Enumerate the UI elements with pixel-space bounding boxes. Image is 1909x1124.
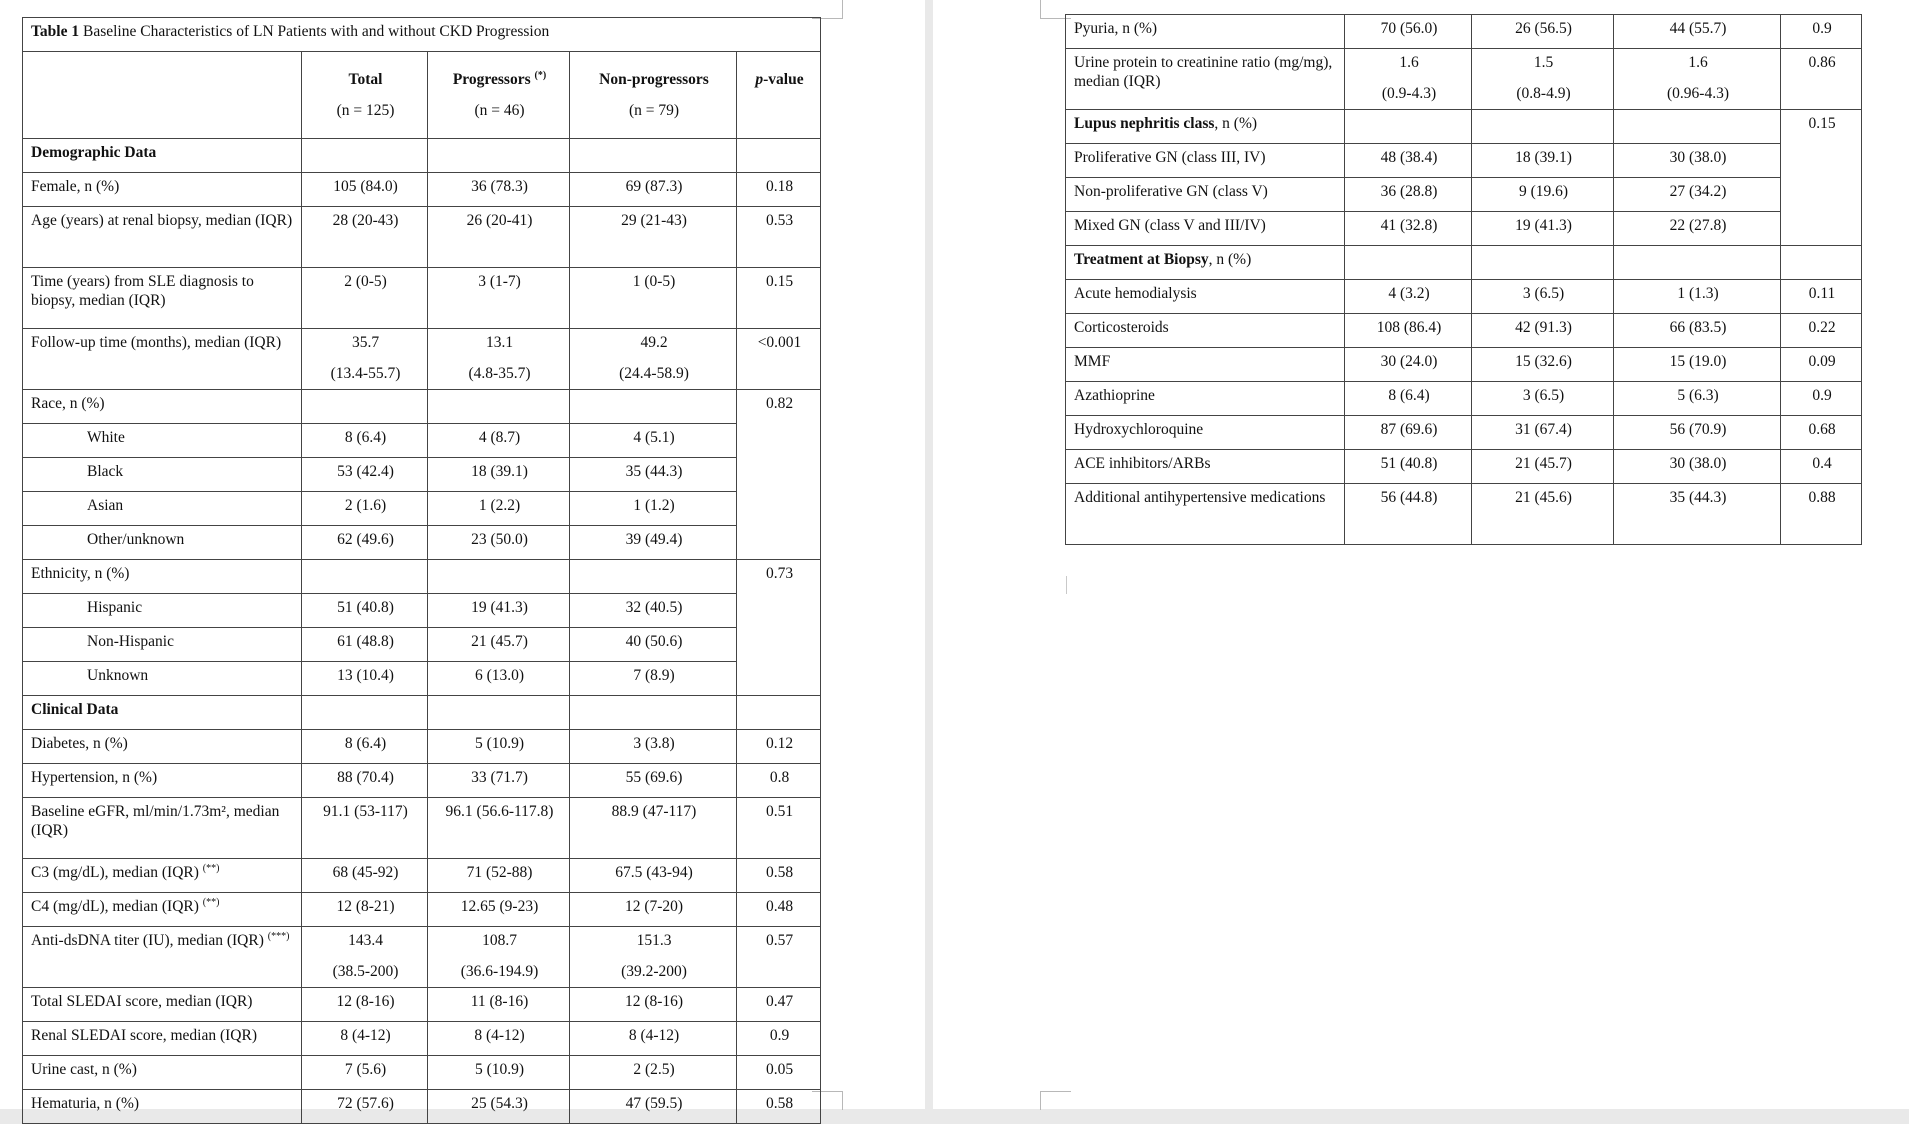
cell-p-value: 0.9 xyxy=(737,1022,821,1056)
cell-p-value: 0.73 xyxy=(737,560,821,696)
cell-total-range: (38.5-200) xyxy=(332,963,399,980)
table-row xyxy=(23,1056,821,1090)
cell-total: 36 (28.8) xyxy=(1345,178,1472,212)
cell-nonprog xyxy=(1614,246,1781,280)
cell-total: 12 (8-16) xyxy=(302,988,428,1022)
cell-total: 7 (5.6) xyxy=(302,1056,428,1090)
cell-total: 8 (6.4) xyxy=(302,730,428,764)
table-row xyxy=(1066,280,1862,314)
row-label: Pyuria, n (%) xyxy=(1066,15,1345,49)
row-label: Lupus nephritis class, n (%) xyxy=(1066,110,1345,144)
cell-prog: 11 (8-16) xyxy=(428,988,570,1022)
cell-nonprog: 1 (0-5) xyxy=(570,268,737,329)
row-label: Diabetes, n (%) xyxy=(23,730,302,764)
cell-prog: 4 (8.7) xyxy=(428,424,570,458)
row-label: Hispanic xyxy=(23,594,302,628)
cell-nonprog: 8 (4-12) xyxy=(570,1022,737,1056)
table-row xyxy=(23,458,821,492)
cell-total: 70 (56.0) xyxy=(1345,15,1472,49)
cell-p-value: 0.8 xyxy=(737,764,821,798)
table-row xyxy=(23,560,821,594)
row-label: White xyxy=(23,424,302,458)
cell-total: 4 (3.2) xyxy=(1345,280,1472,314)
row-label: Non-Hispanic xyxy=(23,628,302,662)
cell-prog: 36 (78.3) xyxy=(428,173,570,207)
cell-nonprog: 35 (44.3) xyxy=(1614,484,1781,545)
cell-prog: 5 (10.9) xyxy=(428,730,570,764)
cell-prog: 31 (67.4) xyxy=(1472,416,1614,450)
cell-p-value: 0.51 xyxy=(737,798,821,859)
cell-nonprog xyxy=(570,139,737,173)
table-row xyxy=(23,492,821,526)
cell-nonprog: 15 (19.0) xyxy=(1614,348,1781,382)
cell-prog: 25 (54.3) xyxy=(428,1090,570,1124)
table-row xyxy=(23,730,821,764)
table-row xyxy=(23,526,821,560)
cell-p-value: 0.09 xyxy=(1781,348,1862,382)
row-label: Renal SLEDAI score, median (IQR) xyxy=(23,1022,302,1056)
cell-prog xyxy=(428,390,570,424)
cell-p-value: 0.86 xyxy=(1781,49,1862,110)
cell-p-value: 0.15 xyxy=(1781,110,1862,246)
table-row xyxy=(1066,49,1862,110)
row-label: ACE inhibitors/ARBs xyxy=(1066,450,1345,484)
cell-total: 51 (40.8) xyxy=(302,594,428,628)
row-label: Anti-dsDNA titer (IU), median (IQR) (***) xyxy=(23,927,302,988)
row-label: Black xyxy=(23,458,302,492)
cell-p-value: 0.15 xyxy=(737,268,821,329)
cell-nonprog: 66 (83.5) xyxy=(1614,314,1781,348)
cell-prog xyxy=(428,927,570,988)
row-label: Total SLEDAI score, median (IQR) xyxy=(23,988,302,1022)
cell-total: 62 (49.6) xyxy=(302,526,428,560)
row-label: Female, n (%) xyxy=(23,173,302,207)
cell-p-value: 0.4 xyxy=(1781,450,1862,484)
cell-p-value: 0.05 xyxy=(737,1056,821,1090)
row-label: Acute hemodialysis xyxy=(1066,280,1345,314)
row-label: Race, n (%) xyxy=(23,390,302,424)
cell-prog: 96.1 (56.6-117.8) xyxy=(428,798,570,859)
cell-nonprog: 7 (8.9) xyxy=(570,662,737,696)
table-row xyxy=(23,1022,821,1056)
cell-total: 91.1 (53-117) xyxy=(302,798,428,859)
cell-nonprog-range: (39.2-200) xyxy=(621,963,687,980)
cell-p-value: 0.82 xyxy=(737,390,821,560)
header-p-value: p-value xyxy=(737,52,821,139)
cell-p-value: 0.9 xyxy=(1781,15,1862,49)
cell-prog-range: (4.8-35.7) xyxy=(468,365,531,382)
cell-prog: 3 (6.5) xyxy=(1472,382,1614,416)
row-label: Follow-up time (months), median (IQR) xyxy=(23,329,302,390)
cell-p-value: 0.58 xyxy=(737,1090,821,1124)
table-caption-label: Table 1 xyxy=(31,23,80,40)
cell-total: 53 (42.4) xyxy=(302,458,428,492)
cell-p-value: 0.53 xyxy=(737,207,821,268)
table-row xyxy=(1066,382,1862,416)
cell-p-value: 0.68 xyxy=(1781,416,1862,450)
table-row xyxy=(23,268,821,329)
cell-prog: 26 (56.5) xyxy=(1472,15,1614,49)
cell-prog: 3 (6.5) xyxy=(1472,280,1614,314)
page-corner-mark xyxy=(1040,1091,1071,1110)
table-row xyxy=(23,207,821,268)
row-label: Other/unknown xyxy=(23,526,302,560)
table-row xyxy=(23,139,821,173)
cell-nonprog-value: 151.3 xyxy=(636,932,672,949)
cell-total: 51 (40.8) xyxy=(1345,450,1472,484)
cell-p-value: 0.9 xyxy=(1781,382,1862,416)
cell-total: 2 (1.6) xyxy=(302,492,428,526)
table-row xyxy=(1066,15,1862,49)
cell-total: 72 (57.6) xyxy=(302,1090,428,1124)
row-label: Age (years) at renal biopsy, median (IQR) xyxy=(23,207,302,268)
row-label: Urine cast, n (%) xyxy=(23,1056,302,1090)
cell-p-value: 0.58 xyxy=(737,859,821,893)
cell-nonprog xyxy=(1614,110,1781,144)
cell-total: 87 (69.6) xyxy=(1345,416,1472,450)
cell-p-value: 0.57 xyxy=(737,927,821,988)
document-page-left xyxy=(0,0,925,1112)
table-row xyxy=(23,390,821,424)
cell-prog: 23 (50.0) xyxy=(428,526,570,560)
cell-prog: 5 (10.9) xyxy=(428,1056,570,1090)
cell-total xyxy=(1345,49,1472,110)
table-row xyxy=(23,798,821,859)
table-row xyxy=(23,927,821,988)
table-row xyxy=(1066,144,1862,178)
cell-total: 56 (44.8) xyxy=(1345,484,1472,545)
row-label: Baseline eGFR, ml/min/1.73m², median (IQR) xyxy=(23,798,302,859)
cell-nonprog: 2 (2.5) xyxy=(570,1056,737,1090)
cell-nonprog: 1 (1.2) xyxy=(570,492,737,526)
cell-p-value: 0.12 xyxy=(737,730,821,764)
cell-prog: 21 (45.7) xyxy=(1472,450,1614,484)
table-row xyxy=(1066,246,1862,280)
table-row xyxy=(1066,212,1862,246)
row-label: C3 (mg/dL), median (IQR) (**) xyxy=(23,859,302,893)
cell-prog-value: 108.7 xyxy=(482,932,517,949)
cell-total xyxy=(302,560,428,594)
cell-nonprog: 32 (40.5) xyxy=(570,594,737,628)
cell-total: 61 (48.8) xyxy=(302,628,428,662)
cell-total xyxy=(302,927,428,988)
cell-nonprog: 56 (70.9) xyxy=(1614,416,1781,450)
cell-total-value: 1.6 xyxy=(1399,54,1419,71)
cell-nonprog-range: (24.4-58.9) xyxy=(619,365,689,382)
cell-total-range: (13.4-55.7) xyxy=(330,365,401,382)
text-cursor xyxy=(1066,576,1067,594)
cell-nonprog: 1 (1.3) xyxy=(1614,280,1781,314)
table-row xyxy=(23,424,821,458)
row-label: Hypertension, n (%) xyxy=(23,764,302,798)
cell-prog: 8 (4-12) xyxy=(428,1022,570,1056)
cell-nonprog: 39 (49.4) xyxy=(570,526,737,560)
cell-prog xyxy=(1472,246,1614,280)
table-row xyxy=(23,173,821,207)
cell-total xyxy=(1345,246,1472,280)
table-row xyxy=(1066,348,1862,382)
cell-prog: 21 (45.6) xyxy=(1472,484,1614,545)
cell-prog: 19 (41.3) xyxy=(428,594,570,628)
cell-nonprog: 88.9 (47-117) xyxy=(570,798,737,859)
row-label: Urine protein to creatinine ratio (mg/mg), median (IQR) xyxy=(1066,49,1345,110)
cell-prog: 15 (32.6) xyxy=(1472,348,1614,382)
table-row xyxy=(23,329,821,390)
cell-prog-value: 13.1 xyxy=(485,334,514,351)
cell-total-value: 143.4 xyxy=(348,932,383,949)
cell-total: 41 (32.8) xyxy=(1345,212,1472,246)
cell-prog: 42 (91.3) xyxy=(1472,314,1614,348)
cell-total xyxy=(302,329,428,390)
baseline-characteristics-table-continued xyxy=(1065,14,1862,545)
row-label: Clinical Data xyxy=(23,696,302,730)
cell-nonprog-value: 1.6 xyxy=(1688,54,1708,71)
row-label: Hematuria, n (%) xyxy=(23,1090,302,1124)
cell-nonprog-value: 49.2 xyxy=(640,334,668,351)
cell-total xyxy=(302,139,428,173)
table-row xyxy=(1066,178,1862,212)
cell-p-value: 0.18 xyxy=(737,173,821,207)
row-label: Ethnicity, n (%) xyxy=(23,560,302,594)
cell-prog: 19 (41.3) xyxy=(1472,212,1614,246)
cell-nonprog: 29 (21-43) xyxy=(570,207,737,268)
cell-nonprog-range: (0.96-4.3) xyxy=(1667,85,1729,102)
cell-nonprog: 44 (55.7) xyxy=(1614,15,1781,49)
row-label: Treatment at Biopsy, n (%) xyxy=(1066,246,1345,280)
cell-prog xyxy=(428,696,570,730)
table-row xyxy=(1066,314,1862,348)
cell-nonprog: 55 (69.6) xyxy=(570,764,737,798)
cell-prog: 1 (2.2) xyxy=(428,492,570,526)
cell-total: 105 (84.0) xyxy=(302,173,428,207)
cell-p-value: 0.48 xyxy=(737,893,821,927)
cell-nonprog: 22 (27.8) xyxy=(1614,212,1781,246)
table-row xyxy=(23,893,821,927)
cell-nonprog: 30 (38.0) xyxy=(1614,450,1781,484)
cell-prog xyxy=(1472,110,1614,144)
cell-total: 108 (86.4) xyxy=(1345,314,1472,348)
table-row xyxy=(23,662,821,696)
cell-p-value: <0.001 xyxy=(737,329,821,390)
row-label: Hydroxychloroquine xyxy=(1066,416,1345,450)
cell-total: 30 (24.0) xyxy=(1345,348,1472,382)
cell-total: 48 (38.4) xyxy=(1345,144,1472,178)
header-non-progressors: Non-progressors (n = 79) xyxy=(570,52,737,139)
cell-nonprog xyxy=(570,560,737,594)
cell-nonprog: 47 (59.5) xyxy=(570,1090,737,1124)
cell-nonprog: 12 (8-16) xyxy=(570,988,737,1022)
row-label: Time (years) from SLE diagnosis to biopsy, median (IQR) xyxy=(23,268,302,329)
cell-p-value: 0.47 xyxy=(737,988,821,1022)
row-label: Mixed GN (class V and III/IV) xyxy=(1066,212,1345,246)
table-row xyxy=(23,764,821,798)
table-row xyxy=(1066,416,1862,450)
document-page-right xyxy=(933,0,1909,1109)
cell-nonprog: 5 (6.3) xyxy=(1614,382,1781,416)
row-label: MMF xyxy=(1066,348,1345,382)
cell-nonprog: 69 (87.3) xyxy=(570,173,737,207)
cell-total: 2 (0-5) xyxy=(302,268,428,329)
table-row xyxy=(23,696,821,730)
cell-prog xyxy=(428,329,570,390)
cell-prog: 21 (45.7) xyxy=(428,628,570,662)
cell-nonprog xyxy=(570,390,737,424)
row-label: Additional antihypertensive medications xyxy=(1066,484,1345,545)
row-label: Demographic Data xyxy=(23,139,302,173)
row-label: Asian xyxy=(23,492,302,526)
cell-prog-range: (0.8-4.9) xyxy=(1516,85,1571,102)
table-row xyxy=(1066,484,1862,545)
row-label: Unknown xyxy=(23,662,302,696)
cell-prog: 12.65 (9-23) xyxy=(428,893,570,927)
cell-nonprog: 40 (50.6) xyxy=(570,628,737,662)
row-label: Azathioprine xyxy=(1066,382,1345,416)
cell-prog xyxy=(1472,49,1614,110)
cell-prog xyxy=(428,560,570,594)
cell-prog: 6 (13.0) xyxy=(428,662,570,696)
cell-total: 8 (6.4) xyxy=(302,424,428,458)
cell-nonprog: 67.5 (43-94) xyxy=(570,859,737,893)
cell-p-value xyxy=(737,696,821,730)
table-row xyxy=(23,859,821,893)
cell-total: 8 (6.4) xyxy=(1345,382,1472,416)
table-caption-text: Baseline Characteristics of LN Patients with and without CKD Progression xyxy=(82,23,550,40)
cell-nonprog xyxy=(570,329,737,390)
cell-p-value xyxy=(737,139,821,173)
cell-nonprog: 35 (44.3) xyxy=(570,458,737,492)
table-row xyxy=(23,988,821,1022)
cell-total-range: (0.9-4.3) xyxy=(1381,85,1437,102)
cell-p-value: 0.22 xyxy=(1781,314,1862,348)
table-caption xyxy=(23,18,821,52)
cell-p-value xyxy=(1781,246,1862,280)
row-label: Proliferative GN (class III, IV) xyxy=(1066,144,1345,178)
cell-p-value: 0.88 xyxy=(1781,484,1862,545)
cell-nonprog: 27 (34.2) xyxy=(1614,178,1781,212)
header-empty-cell xyxy=(23,52,302,139)
row-label: Non-proliferative GN (class V) xyxy=(1066,178,1345,212)
cell-nonprog xyxy=(1614,49,1781,110)
cell-prog: 26 (20-41) xyxy=(428,207,570,268)
table-row xyxy=(23,594,821,628)
baseline-characteristics-table xyxy=(22,17,821,1124)
cell-prog-range: (36.6-194.9) xyxy=(460,963,539,980)
cell-total: 12 (8-21) xyxy=(302,893,428,927)
cell-total: 13 (10.4) xyxy=(302,662,428,696)
table-row xyxy=(1066,450,1862,484)
cell-total: 88 (70.4) xyxy=(302,764,428,798)
cell-total: 8 (4-12) xyxy=(302,1022,428,1056)
cell-prog: 71 (52-88) xyxy=(428,859,570,893)
cell-p-value: 0.11 xyxy=(1781,280,1862,314)
cell-prog xyxy=(428,139,570,173)
cell-nonprog: 3 (3.8) xyxy=(570,730,737,764)
cell-nonprog: 12 (7-20) xyxy=(570,893,737,927)
cell-nonprog: 4 (5.1) xyxy=(570,424,737,458)
cell-prog: 3 (1-7) xyxy=(428,268,570,329)
cell-nonprog xyxy=(570,696,737,730)
table-row xyxy=(23,628,821,662)
table-row xyxy=(1066,110,1862,144)
header-total: Total (n = 125) xyxy=(302,52,428,139)
table-row xyxy=(23,1090,821,1124)
cell-prog: 33 (71.7) xyxy=(428,764,570,798)
header-progressors: Progressors (*) (n = 46) xyxy=(428,52,570,139)
cell-total-value: 35.7 xyxy=(351,334,380,351)
cell-total xyxy=(302,390,428,424)
cell-total: 68 (45-92) xyxy=(302,859,428,893)
cell-prog: 18 (39.1) xyxy=(1472,144,1614,178)
row-label: C4 (mg/dL), median (IQR) (**) xyxy=(23,893,302,927)
cell-nonprog: 30 (38.0) xyxy=(1614,144,1781,178)
cell-total xyxy=(302,696,428,730)
cell-prog: 9 (19.6) xyxy=(1472,178,1614,212)
cell-total: 28 (20-43) xyxy=(302,207,428,268)
cell-total xyxy=(1345,110,1472,144)
row-label: Corticosteroids xyxy=(1066,314,1345,348)
cell-prog-value: 1.5 xyxy=(1533,54,1554,71)
cell-prog: 18 (39.1) xyxy=(428,458,570,492)
cell-nonprog xyxy=(570,927,737,988)
